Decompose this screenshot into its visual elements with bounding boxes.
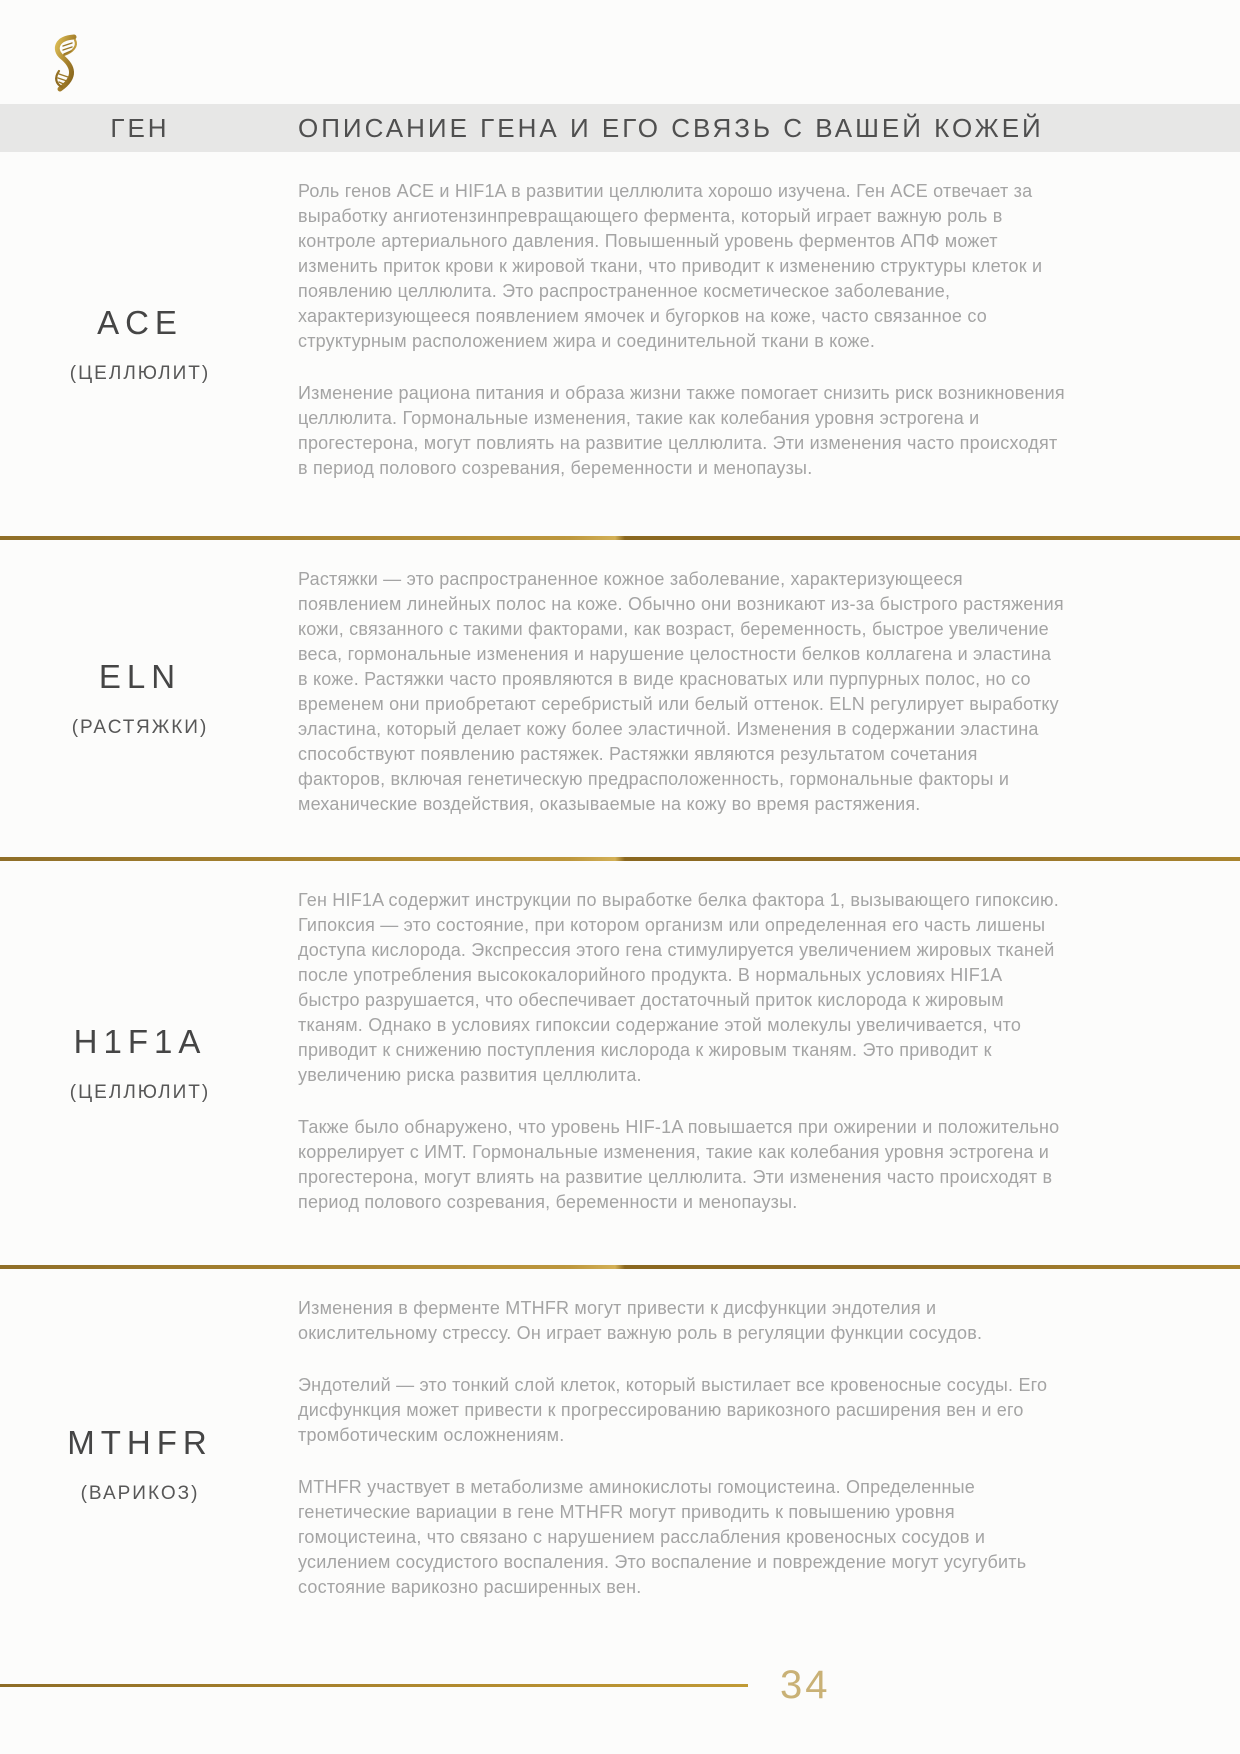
column-header-description: ОПИСАНИЕ ГЕНА И ЕГО СВЯЗЬ С ВАШЕЙ КОЖЕЙ <box>298 112 1044 143</box>
description-paragraph: Также было обнаружено, что уровень HIF-1A повышается при ожирении и положительно коррелирует с ИМТ. Гормональные изменения, такие как колебания уровня эстрогена и прогестерона, могут влиять на развитие целлюлита. Эти изменения часто происходят в период полового созревания, беременности и менопаузы. <box>298 1117 1060 1212</box>
description-paragraph: MTHFR участвует в метаболизме аминокислоты гомоцистеина. Определенные генетические вариации в гене MTHFR могут приводить к повышению уровня гомоцистеина, что связано с нарушением расслабления кровеносных сосудов и усилением сосудистого воспаления. Это воспаление и повреждение могут усугубить состояние варикозно расширенных вен. <box>298 1477 1027 1597</box>
gene-description-h1f1a <box>280 861 1240 1265</box>
top-bar <box>0 0 1240 104</box>
gene-name-eln: ELN <box>98 658 182 695</box>
description-paragraph: Изменение рациона питания и образа жизни также помогает снизить риск возникновения целлюлита. Гормональные изменения, такие как колебания уровня эстрогена и прогестерона, могут повлиять на развитие целлюлита. Эти изменения часто происходят в период полового созревания, беременности и менопаузы. <box>298 383 1065 478</box>
gene-trait-ace: (ЦЕЛЛЮЛИТ) <box>69 362 211 384</box>
gene-name-ace: ACE <box>97 303 183 341</box>
gene-description-mthfr <box>280 1269 1240 1659</box>
gene-row-mthfr <box>0 1269 1240 1659</box>
gene-row-ace <box>0 152 1240 536</box>
gene-description-eln <box>280 540 1240 857</box>
description-paragraph: Эндотелий — это тонкий слой клеток, который выстилает все кровеносные сосуды. Его дисфункция может привести к прогрессированию варикозного расширения вен и его тромботическим осложнениям. <box>298 1375 1048 1445</box>
dna-helix-logo-icon <box>48 34 84 94</box>
gene-trait-mthfr: (ВАРИКОЗ) <box>80 1482 200 1504</box>
gene-row-h1f1a <box>0 861 1240 1265</box>
gene-name-mthfr: MTHFR <box>67 1423 213 1461</box>
page-number: 34 <box>780 1662 831 1707</box>
gene-trait-eln: (РАСТЯЖКИ) <box>71 717 209 738</box>
description-paragraph: Роль генов ACE и HIF1A в развитии целлюлита хорошо изучена. Ген ACE отвечает за выработку ангиотензинпревращающего фермента, который играет важную роль в контроле артериального давления. Повышенный уровень ферментов АПФ может изменить приток крови к жировой ткани, что приводит к изменению структуры клеток и появлению целлюлита. Это распространенное косметическое заболевание, характеризующееся появлением ямочек и бугорков на коже, часто связанное со структурным расположением жира и соединительной ткани в коже. <box>298 181 1043 351</box>
description-paragraph: Ген HIF1A содержит инструкции по выработке белка фактора 1, вызывающего гипоксию. Гипоксия — это состояние, при котором организм или определенная его часть лишены доступа кислорода. Экспрессия этого гена стимулируется увеличением жировых тканей после употребления высококалорийного продукта. В нормальных условиях HIF1A быстро разрушается, что обеспечивает достаточный приток кислорода к жировым тканям. Однако в условиях гипоксии содержание этой молекулы увеличивается, что приводит к снижению поступления кислорода к жировым тканям. Это приводит к увеличению риска развития целлюлита. <box>298 890 1059 1085</box>
description-paragraph: Растяжки — это распространенное кожное заболевание, характеризующееся появлением линейных полос на коже. Обычно они возникают из-за быстрого растяжения кожи, связанного с такими факторами, как возраст, беременность, быстрое увеличение веса, гормональные изменения и нарушение целостности белков коллагена и эластина в коже. Растяжки часто проявляются в виде красноватых или пурпурных полос, но со временем они приобретают серебристый или белый оттенок. ELN регулирует выработку эластина, который делает кожу более эластичной. Изменения в содержании эластина способствуют появлению растяжек. Растяжки являются результатом сочетания факторов, включая генетическую предрасположенность, гормональные факторы и механические воздействия, оказываемые на кожу во время растяжения. <box>298 569 1064 814</box>
page-footer <box>0 1662 1240 1707</box>
table-header <box>0 104 1240 152</box>
gene-name-h1f1a: H1F1A <box>73 1022 207 1060</box>
description-paragraph: Изменения в ферменте MTHFR могут привести к дисфункции эндотелия и окислительному стрессу. Он играет важную роль в регуляции функции сосудов. <box>298 1298 983 1343</box>
gene-description-ace <box>280 152 1240 536</box>
column-header-gene: ГЕН <box>110 112 170 143</box>
footer-rule <box>0 1684 748 1687</box>
gene-trait-h1f1a: (ЦЕЛЛЮЛИТ) <box>69 1081 211 1103</box>
gene-row-eln <box>0 540 1240 857</box>
